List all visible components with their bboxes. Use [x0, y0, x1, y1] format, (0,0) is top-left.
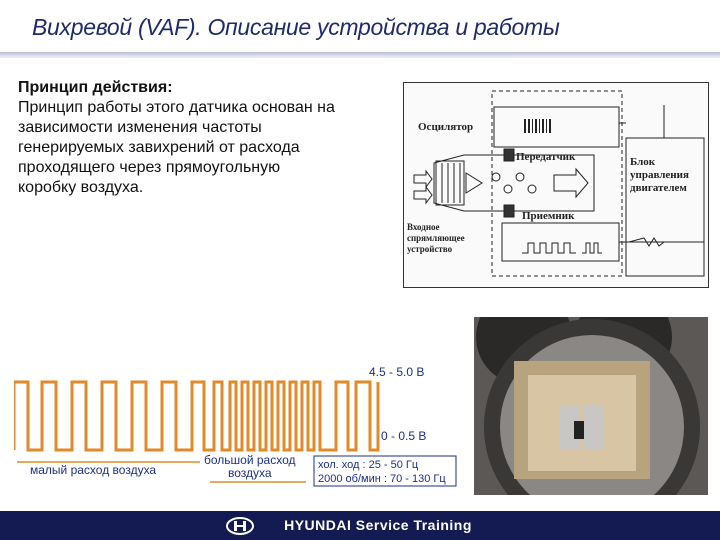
- receiver-label: Приемник: [522, 210, 575, 222]
- idle-frequency-label: хол. ход : 25 - 50 Гц: [318, 459, 419, 471]
- footer-brand: HYUNDAI Service Training: [284, 517, 472, 533]
- frequency-waveform: [14, 362, 462, 492]
- small-flow-label: малый расход воздуха: [30, 463, 157, 477]
- description-line: коробку воздуха.: [18, 179, 144, 196]
- sensor-schematic: [403, 82, 709, 288]
- waveform-drawing: [14, 362, 462, 492]
- description-line: Принцип работы этого датчика основан на: [18, 99, 335, 116]
- input-device-label: спрямляющее: [407, 233, 465, 243]
- large-flow-label: большой расход: [204, 453, 296, 467]
- input-device-label: Входное: [407, 222, 440, 232]
- low-voltage-label: 0 - 0.5 В: [381, 429, 427, 443]
- slide-title: Вихревой (VAF). Описание устройства и работы: [32, 14, 560, 40]
- ecu-label: Блок: [630, 156, 656, 168]
- footer-bar: [0, 511, 720, 540]
- title-divider: [0, 52, 720, 58]
- rpm-frequency-label: 2000 об/мин : 70 - 130 Гц: [318, 473, 446, 485]
- description-line: проходящего через прямоугольную: [18, 159, 281, 176]
- oscillator-label: Осцилятор: [418, 121, 474, 133]
- sensor-photo: [474, 317, 708, 495]
- input-device-label: устройство: [407, 244, 453, 254]
- schematic-drawing: [404, 83, 708, 287]
- ecu-label: управления: [630, 169, 689, 181]
- description-line: зависимости изменения частоты: [18, 119, 262, 136]
- description-line: генерируемых завихрений от расхода: [18, 139, 300, 156]
- description-text: [18, 78, 398, 198]
- high-voltage-label: 4.5 - 5.0 В: [369, 365, 425, 379]
- ecu-label: двигателем: [630, 182, 687, 194]
- large-flow-label: воздуха: [228, 466, 272, 480]
- transmitter-label: Передатчик: [516, 151, 576, 163]
- principle-heading: Принцип действия:: [18, 79, 173, 96]
